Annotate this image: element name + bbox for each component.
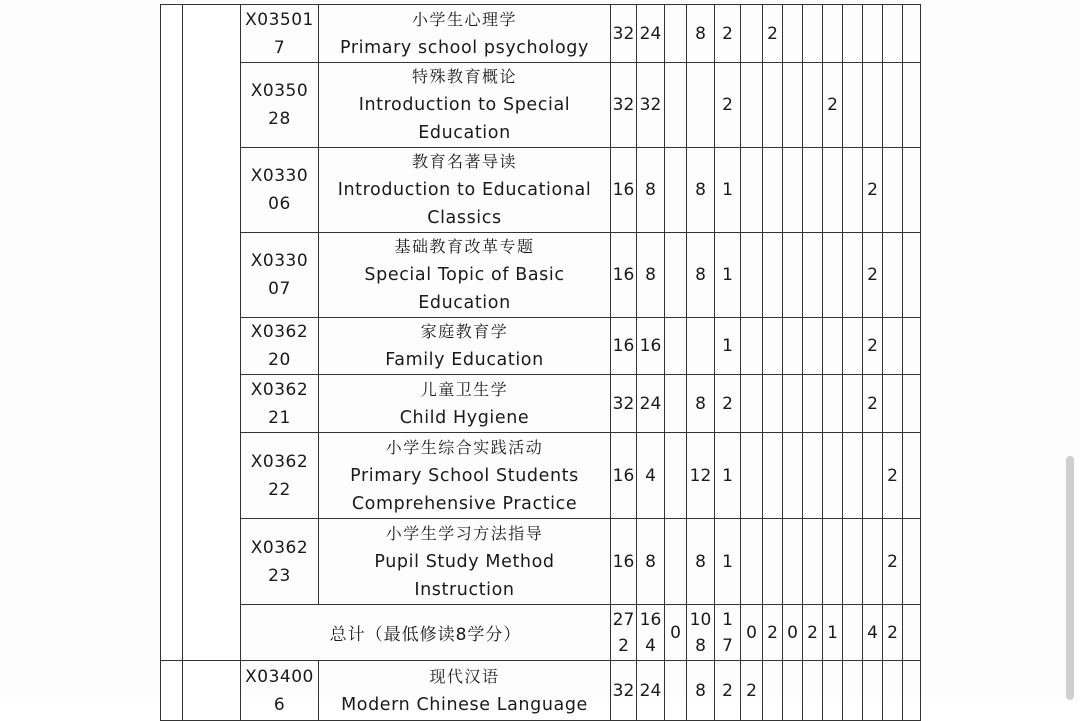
course-code-cell: [241, 233, 319, 318]
value-cell-s8: [903, 5, 921, 63]
course-name-chinese: 特殊教育概论: [411, 67, 517, 86]
value-cell-theory: 24: [637, 5, 665, 63]
table-row: [161, 318, 921, 375]
value-cell-s1: [763, 433, 783, 519]
value-cell-s6: 2: [863, 318, 883, 375]
value-cell-s2: [783, 661, 803, 721]
value-cell-s8: [903, 63, 921, 148]
course-code-cell: [241, 433, 319, 519]
total-label-cell: 总计（最低修读8学分）: [241, 605, 611, 661]
value-cell-s6: [863, 5, 883, 63]
value-cell-practice: [687, 318, 715, 375]
value-cell-s3: [803, 433, 823, 519]
value-cell-practice: [687, 63, 715, 148]
course-table-body: [161, 5, 921, 721]
course-name-english: Primary school psychology: [340, 37, 589, 58]
value-cell-s3: [803, 375, 823, 433]
value-cell-s5: [843, 233, 863, 318]
value-cell-c6: [741, 519, 763, 605]
course-name-cell: [319, 63, 611, 148]
course-name-chinese: 家庭教育学: [420, 322, 509, 341]
value-cell-c3: [665, 375, 687, 433]
total-value-part: 27: [612, 609, 635, 630]
value-cell-s2: [783, 5, 803, 63]
value-cell-s4: [823, 148, 843, 233]
course-code-part: 20: [268, 350, 291, 370]
course-name-chinese: 教育名著导读: [411, 152, 517, 171]
value-cell-s5: [843, 433, 863, 519]
course-code-part: X0330: [250, 166, 309, 186]
value-cell-s7: [883, 63, 903, 148]
course-name-cell: [319, 318, 611, 375]
value-cell-s5: [843, 318, 863, 375]
value-cell-s7: [883, 233, 903, 318]
value-cell-total: 32: [611, 661, 637, 721]
value-cell-theory: 4: [637, 433, 665, 519]
value-cell-theory: 8: [637, 233, 665, 318]
course-code-part: X0362: [250, 451, 309, 472]
table-row: [161, 519, 921, 605]
value-cell-credit: 1: [715, 519, 741, 605]
value-cell-c6: [741, 433, 763, 519]
total-value-s4: 1: [823, 605, 843, 661]
value-cell-s2: [783, 63, 803, 148]
value-cell-s5: [843, 5, 863, 63]
value-cell-total: 16: [611, 233, 637, 318]
value-cell-s4: [823, 661, 843, 721]
value-cell-c6: 2: [741, 661, 763, 721]
course-code-cell: [241, 519, 319, 605]
course-code-cell: [241, 148, 319, 233]
value-cell-s6: [863, 433, 883, 519]
subcategory-cell: [183, 661, 241, 721]
value-cell-c3: [665, 148, 687, 233]
value-cell-s1: [763, 148, 783, 233]
course-code-cell: [241, 661, 319, 721]
value-cell-total: 16: [611, 519, 637, 605]
course-code-part: X03501: [245, 9, 314, 30]
course-name-english: Primary School Students: [350, 465, 579, 486]
course-name-chinese: 现代汉语: [429, 666, 500, 686]
course-name-chinese: 小学生综合实践活动: [385, 437, 544, 457]
value-cell-c3: [665, 63, 687, 148]
value-cell-s4: 2: [823, 63, 843, 148]
value-cell-s3: [803, 63, 823, 148]
value-cell-s8: [903, 433, 921, 519]
value-cell-credit: 2: [715, 63, 741, 148]
value-cell-s2: [783, 375, 803, 433]
course-name-chinese: 基础教育改革专题: [394, 237, 535, 256]
course-name-english: Introduction to Special: [358, 95, 571, 115]
course-name-english: Modern Chinese Language: [341, 694, 588, 715]
value-cell-s2: [783, 318, 803, 375]
course-code-part: 06: [268, 194, 291, 214]
total-value-part: 16: [639, 609, 662, 630]
value-cell-theory: 16: [637, 318, 665, 375]
value-cell-c3: [665, 433, 687, 519]
value-cell-s1: [763, 318, 783, 375]
value-cell-total: 32: [611, 375, 637, 433]
value-cell-total: 32: [611, 63, 637, 148]
course-name-english: Comprehensive Practice: [351, 493, 578, 514]
table-row: [161, 5, 921, 63]
value-cell-s7: 2: [883, 519, 903, 605]
course-code-cell: [241, 5, 319, 63]
value-cell-practice: 8: [687, 519, 715, 605]
course-code-cell: [241, 318, 319, 375]
value-cell-total: 16: [611, 433, 637, 519]
course-name-chinese: 小学生心理学: [411, 9, 517, 29]
total-value-credit: [715, 605, 741, 661]
category-cell: [161, 661, 183, 721]
course-code-cell: [241, 375, 319, 433]
course-name-english: Pupil Study Method: [374, 551, 555, 572]
total-value-s8: [903, 605, 921, 661]
value-cell-theory: 8: [637, 519, 665, 605]
table-row: [161, 233, 921, 318]
value-cell-s1: 2: [763, 5, 783, 63]
value-cell-practice: 8: [687, 233, 715, 318]
value-cell-s1: [763, 63, 783, 148]
value-cell-c6: [741, 5, 763, 63]
value-cell-s1: [763, 375, 783, 433]
course-code-part: X03400: [245, 666, 314, 687]
value-cell-s2: [783, 433, 803, 519]
value-cell-s2: [783, 148, 803, 233]
value-cell-s8: [903, 318, 921, 375]
value-cell-s5: [843, 519, 863, 605]
value-cell-s6: 2: [863, 233, 883, 318]
value-cell-credit: 1: [715, 433, 741, 519]
table-row: [161, 433, 921, 519]
value-cell-s4: [823, 318, 843, 375]
course-name-english: Classics: [427, 208, 502, 228]
value-cell-credit: 2: [715, 5, 741, 63]
total-value-s7: 2: [883, 605, 903, 661]
total-value-s2: 0: [783, 605, 803, 661]
value-cell-c3: [665, 519, 687, 605]
course-name-cell: [319, 233, 611, 318]
total-value-part: 10: [689, 609, 712, 630]
value-cell-s3: [803, 661, 823, 721]
value-cell-credit: 1: [715, 233, 741, 318]
value-cell-practice: 8: [687, 661, 715, 721]
total-value-total: [611, 605, 637, 661]
course-code-part: 22: [268, 479, 291, 500]
value-cell-theory: 24: [637, 375, 665, 433]
course-name-english: Introduction to Educational: [337, 180, 592, 200]
course-name-cell: [319, 148, 611, 233]
total-value-part: 7: [722, 635, 733, 656]
value-cell-practice: 8: [687, 148, 715, 233]
value-cell-s5: [843, 661, 863, 721]
value-cell-practice: 8: [687, 375, 715, 433]
course-code-part: 23: [268, 565, 291, 586]
course-code-part: X0362: [250, 379, 309, 400]
value-cell-s4: [823, 519, 843, 605]
course-name-cell: [319, 661, 611, 721]
value-cell-s8: [903, 519, 921, 605]
value-cell-credit: 1: [715, 148, 741, 233]
vertical-scrollbar[interactable]: [1066, 456, 1074, 700]
value-cell-s3: [803, 233, 823, 318]
value-cell-s2: [783, 233, 803, 318]
course-code-part: X0362: [250, 537, 309, 558]
value-cell-credit: 2: [715, 661, 741, 721]
value-cell-c6: [741, 148, 763, 233]
total-value-s6: 4: [863, 605, 883, 661]
value-cell-s3: [803, 5, 823, 63]
course-code-part: 28: [268, 109, 291, 129]
value-cell-s8: [903, 375, 921, 433]
course-name-english: Family Education: [385, 350, 544, 370]
total-value-c3: 0: [665, 605, 687, 661]
value-cell-s8: [903, 661, 921, 721]
value-cell-credit: 2: [715, 375, 741, 433]
value-cell-c6: [741, 233, 763, 318]
total-value-s5: [843, 605, 863, 661]
total-value-s3: 2: [803, 605, 823, 661]
value-cell-total: 16: [611, 148, 637, 233]
value-cell-s5: [843, 375, 863, 433]
value-cell-theory: 8: [637, 148, 665, 233]
value-cell-theory: 24: [637, 661, 665, 721]
total-value-part: 8: [695, 635, 706, 656]
value-cell-s6: [863, 661, 883, 721]
value-cell-c6: [741, 318, 763, 375]
value-cell-s6: 2: [863, 375, 883, 433]
course-code-part: X0330: [250, 251, 309, 271]
course-name-english: Child Hygiene: [399, 407, 530, 428]
total-value-c6: 0: [741, 605, 763, 661]
course-name-cell: [319, 433, 611, 519]
course-name-english: Instruction: [414, 579, 515, 600]
value-cell-credit: 1: [715, 318, 741, 375]
value-cell-practice: 8: [687, 5, 715, 63]
course-code-part: 07: [268, 279, 291, 299]
course-name-chinese: 儿童卫生学: [420, 379, 509, 399]
value-cell-s1: [763, 519, 783, 605]
total-value-practice: [687, 605, 715, 661]
table-row: [161, 661, 921, 721]
course-name-chinese: 小学生学习方法指导: [385, 523, 544, 543]
total-value-s1: 2: [763, 605, 783, 661]
course-name-english: Special Topic of Basic: [364, 265, 565, 285]
value-cell-s7: [883, 318, 903, 375]
course-code-part: 21: [268, 407, 291, 428]
value-cell-s4: [823, 5, 843, 63]
value-cell-s3: [803, 519, 823, 605]
value-cell-s7: 2: [883, 433, 903, 519]
value-cell-c3: [665, 661, 687, 721]
value-cell-s6: [863, 63, 883, 148]
category-cell: [161, 5, 183, 661]
course-name-english: Education: [418, 293, 511, 313]
course-code-part: X0350: [250, 81, 309, 101]
value-cell-total: 32: [611, 5, 637, 63]
value-cell-c3: [665, 5, 687, 63]
course-code-part: 7: [273, 37, 286, 58]
value-cell-s3: [803, 148, 823, 233]
value-cell-total: 16: [611, 318, 637, 375]
total-value-part: 1: [722, 609, 733, 630]
course-name-cell: [319, 375, 611, 433]
value-cell-s1: [763, 233, 783, 318]
value-cell-s7: [883, 5, 903, 63]
value-cell-s4: [823, 233, 843, 318]
value-cell-s3: [803, 318, 823, 375]
table-row: [161, 148, 921, 233]
value-cell-s6: [863, 519, 883, 605]
value-cell-theory: 32: [637, 63, 665, 148]
course-code-part: 6: [273, 694, 286, 715]
total-value-theory: [637, 605, 665, 661]
value-cell-c3: [665, 318, 687, 375]
course-code-cell: [241, 63, 319, 148]
value-cell-s6: 2: [863, 148, 883, 233]
value-cell-s7: [883, 375, 903, 433]
value-cell-s4: [823, 375, 843, 433]
value-cell-s5: [843, 63, 863, 148]
value-cell-s4: [823, 433, 843, 519]
course-name-cell: [319, 5, 611, 63]
course-name-english: Education: [418, 123, 511, 143]
subcategory-cell: [183, 5, 241, 661]
total-row: [161, 605, 921, 661]
value-cell-s8: [903, 233, 921, 318]
table-row: [161, 375, 921, 433]
value-cell-s1: [763, 661, 783, 721]
value-cell-c3: [665, 233, 687, 318]
value-cell-c6: [741, 375, 763, 433]
value-cell-practice: 12: [687, 433, 715, 519]
total-value-part: 2: [618, 635, 629, 656]
course-name-cell: [319, 519, 611, 605]
value-cell-c6: [741, 63, 763, 148]
value-cell-s7: [883, 148, 903, 233]
value-cell-s5: [843, 148, 863, 233]
course-table: [160, 4, 921, 721]
value-cell-s7: [883, 661, 903, 721]
table-row: [161, 63, 921, 148]
course-code-part: X0362: [250, 322, 309, 342]
value-cell-s2: [783, 519, 803, 605]
value-cell-s8: [903, 148, 921, 233]
total-value-part: 4: [645, 635, 656, 656]
